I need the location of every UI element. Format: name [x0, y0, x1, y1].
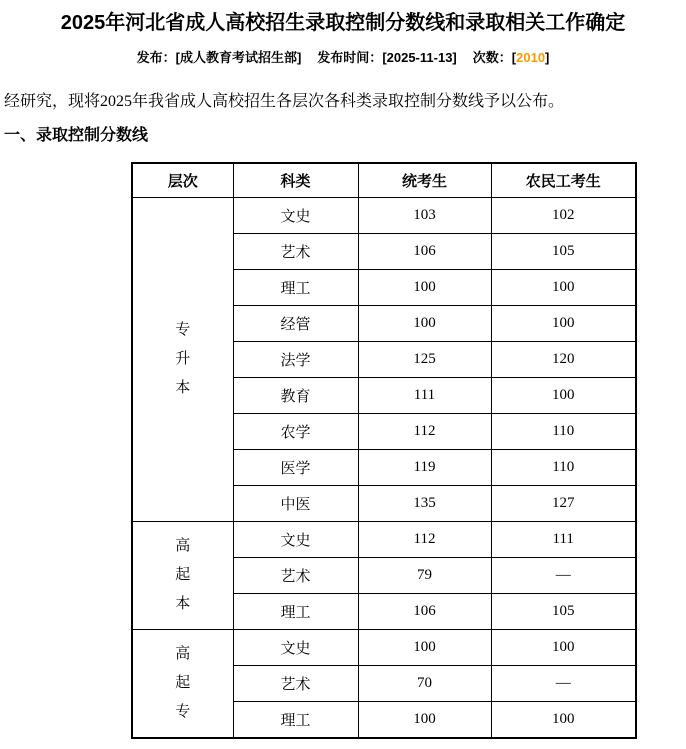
views-open-bracket: [ — [511, 50, 517, 65]
category-cell: 艺术 — [233, 558, 358, 594]
migrant-score-cell: 105 — [491, 594, 636, 630]
level-label: 专升本 — [175, 322, 191, 396]
migrant-score-cell: 127 — [491, 486, 636, 522]
unified-score-cell: 111 — [358, 378, 491, 414]
unified-score-cell: 70 — [358, 666, 491, 702]
category-cell: 理工 — [233, 270, 358, 306]
migrant-score-cell: 120 — [491, 342, 636, 378]
unified-score-cell: 103 — [358, 198, 491, 234]
category-cell: 法学 — [233, 342, 358, 378]
category-cell: 理工 — [233, 702, 358, 739]
publisher-label: 发布： — [136, 50, 176, 65]
migrant-score-cell: 100 — [491, 630, 636, 666]
table-row — [132, 630, 636, 666]
unified-score-cell: 100 — [358, 702, 491, 739]
unified-score-cell: 135 — [358, 486, 491, 522]
migrant-score-cell: 100 — [491, 702, 636, 739]
migrant-score-cell: 110 — [491, 414, 636, 450]
column-header-2: 科类 — [233, 163, 358, 198]
level-cell — [132, 630, 233, 739]
page-title: 2025年河北省成人高校招生录取控制分数线和录取相关工作确定 — [60, 12, 626, 34]
unified-score-cell: 106 — [358, 234, 491, 270]
migrant-score-cell: 110 — [491, 450, 636, 486]
unified-score-cell: 100 — [358, 306, 491, 342]
table-row — [132, 198, 636, 234]
category-cell: 农学 — [233, 414, 358, 450]
publish-time-label: 发布时间： — [317, 50, 383, 65]
unified-score-cell: 106 — [358, 594, 491, 630]
views-label: 次数： — [472, 50, 512, 65]
migrant-score-cell: — — [491, 558, 636, 594]
views-count: 2010 — [516, 50, 546, 65]
unified-score-cell: 125 — [358, 342, 491, 378]
category-cell: 理工 — [233, 594, 358, 630]
level-label: 高起专 — [175, 646, 191, 720]
column-header-3: 统考生 — [358, 163, 491, 198]
views-close-bracket: ] — [545, 50, 550, 65]
category-cell: 艺术 — [233, 666, 358, 702]
migrant-score-cell: 111 — [491, 522, 636, 558]
publish-time-value: [2025-11-13] — [382, 50, 457, 65]
migrant-score-cell: 105 — [491, 234, 636, 270]
migrant-score-cell: 100 — [491, 270, 636, 306]
migrant-score-cell: 100 — [491, 306, 636, 342]
unified-score-cell: 112 — [358, 522, 491, 558]
intro-paragraph: 经研究，现将2025年我省成人高校招生各层次各科类录取控制分数线予以公布。 — [4, 93, 565, 110]
section-heading: 一、录取控制分数线 — [4, 127, 149, 144]
level-label: 高起本 — [175, 538, 191, 612]
level-cell — [132, 522, 233, 630]
unified-score-cell: 100 — [358, 630, 491, 666]
header-row — [132, 163, 636, 198]
migrant-score-cell: — — [491, 666, 636, 702]
table-row — [132, 522, 636, 558]
unified-score-cell: 79 — [358, 558, 491, 594]
migrant-score-cell: 100 — [491, 378, 636, 414]
unified-score-cell: 112 — [358, 414, 491, 450]
category-cell: 中医 — [233, 486, 358, 522]
publisher-value: [成人教育考试招生部] — [175, 50, 302, 65]
category-cell: 文史 — [233, 198, 358, 234]
category-cell: 医学 — [233, 450, 358, 486]
score-table — [131, 162, 637, 739]
score-table-head — [132, 163, 636, 198]
category-cell: 文史 — [233, 522, 358, 558]
migrant-score-cell: 102 — [491, 198, 636, 234]
column-header-4: 农民工考生 — [491, 163, 636, 198]
unified-score-cell: 100 — [358, 270, 491, 306]
category-cell: 文史 — [233, 630, 358, 666]
category-cell: 经管 — [233, 306, 358, 342]
score-table-body — [132, 198, 636, 739]
level-cell — [132, 198, 233, 522]
meta-line — [0, 49, 686, 66]
category-cell: 教育 — [233, 378, 358, 414]
unified-score-cell: 119 — [358, 450, 491, 486]
column-header-1: 层次 — [132, 163, 233, 198]
category-cell: 艺术 — [233, 234, 358, 270]
